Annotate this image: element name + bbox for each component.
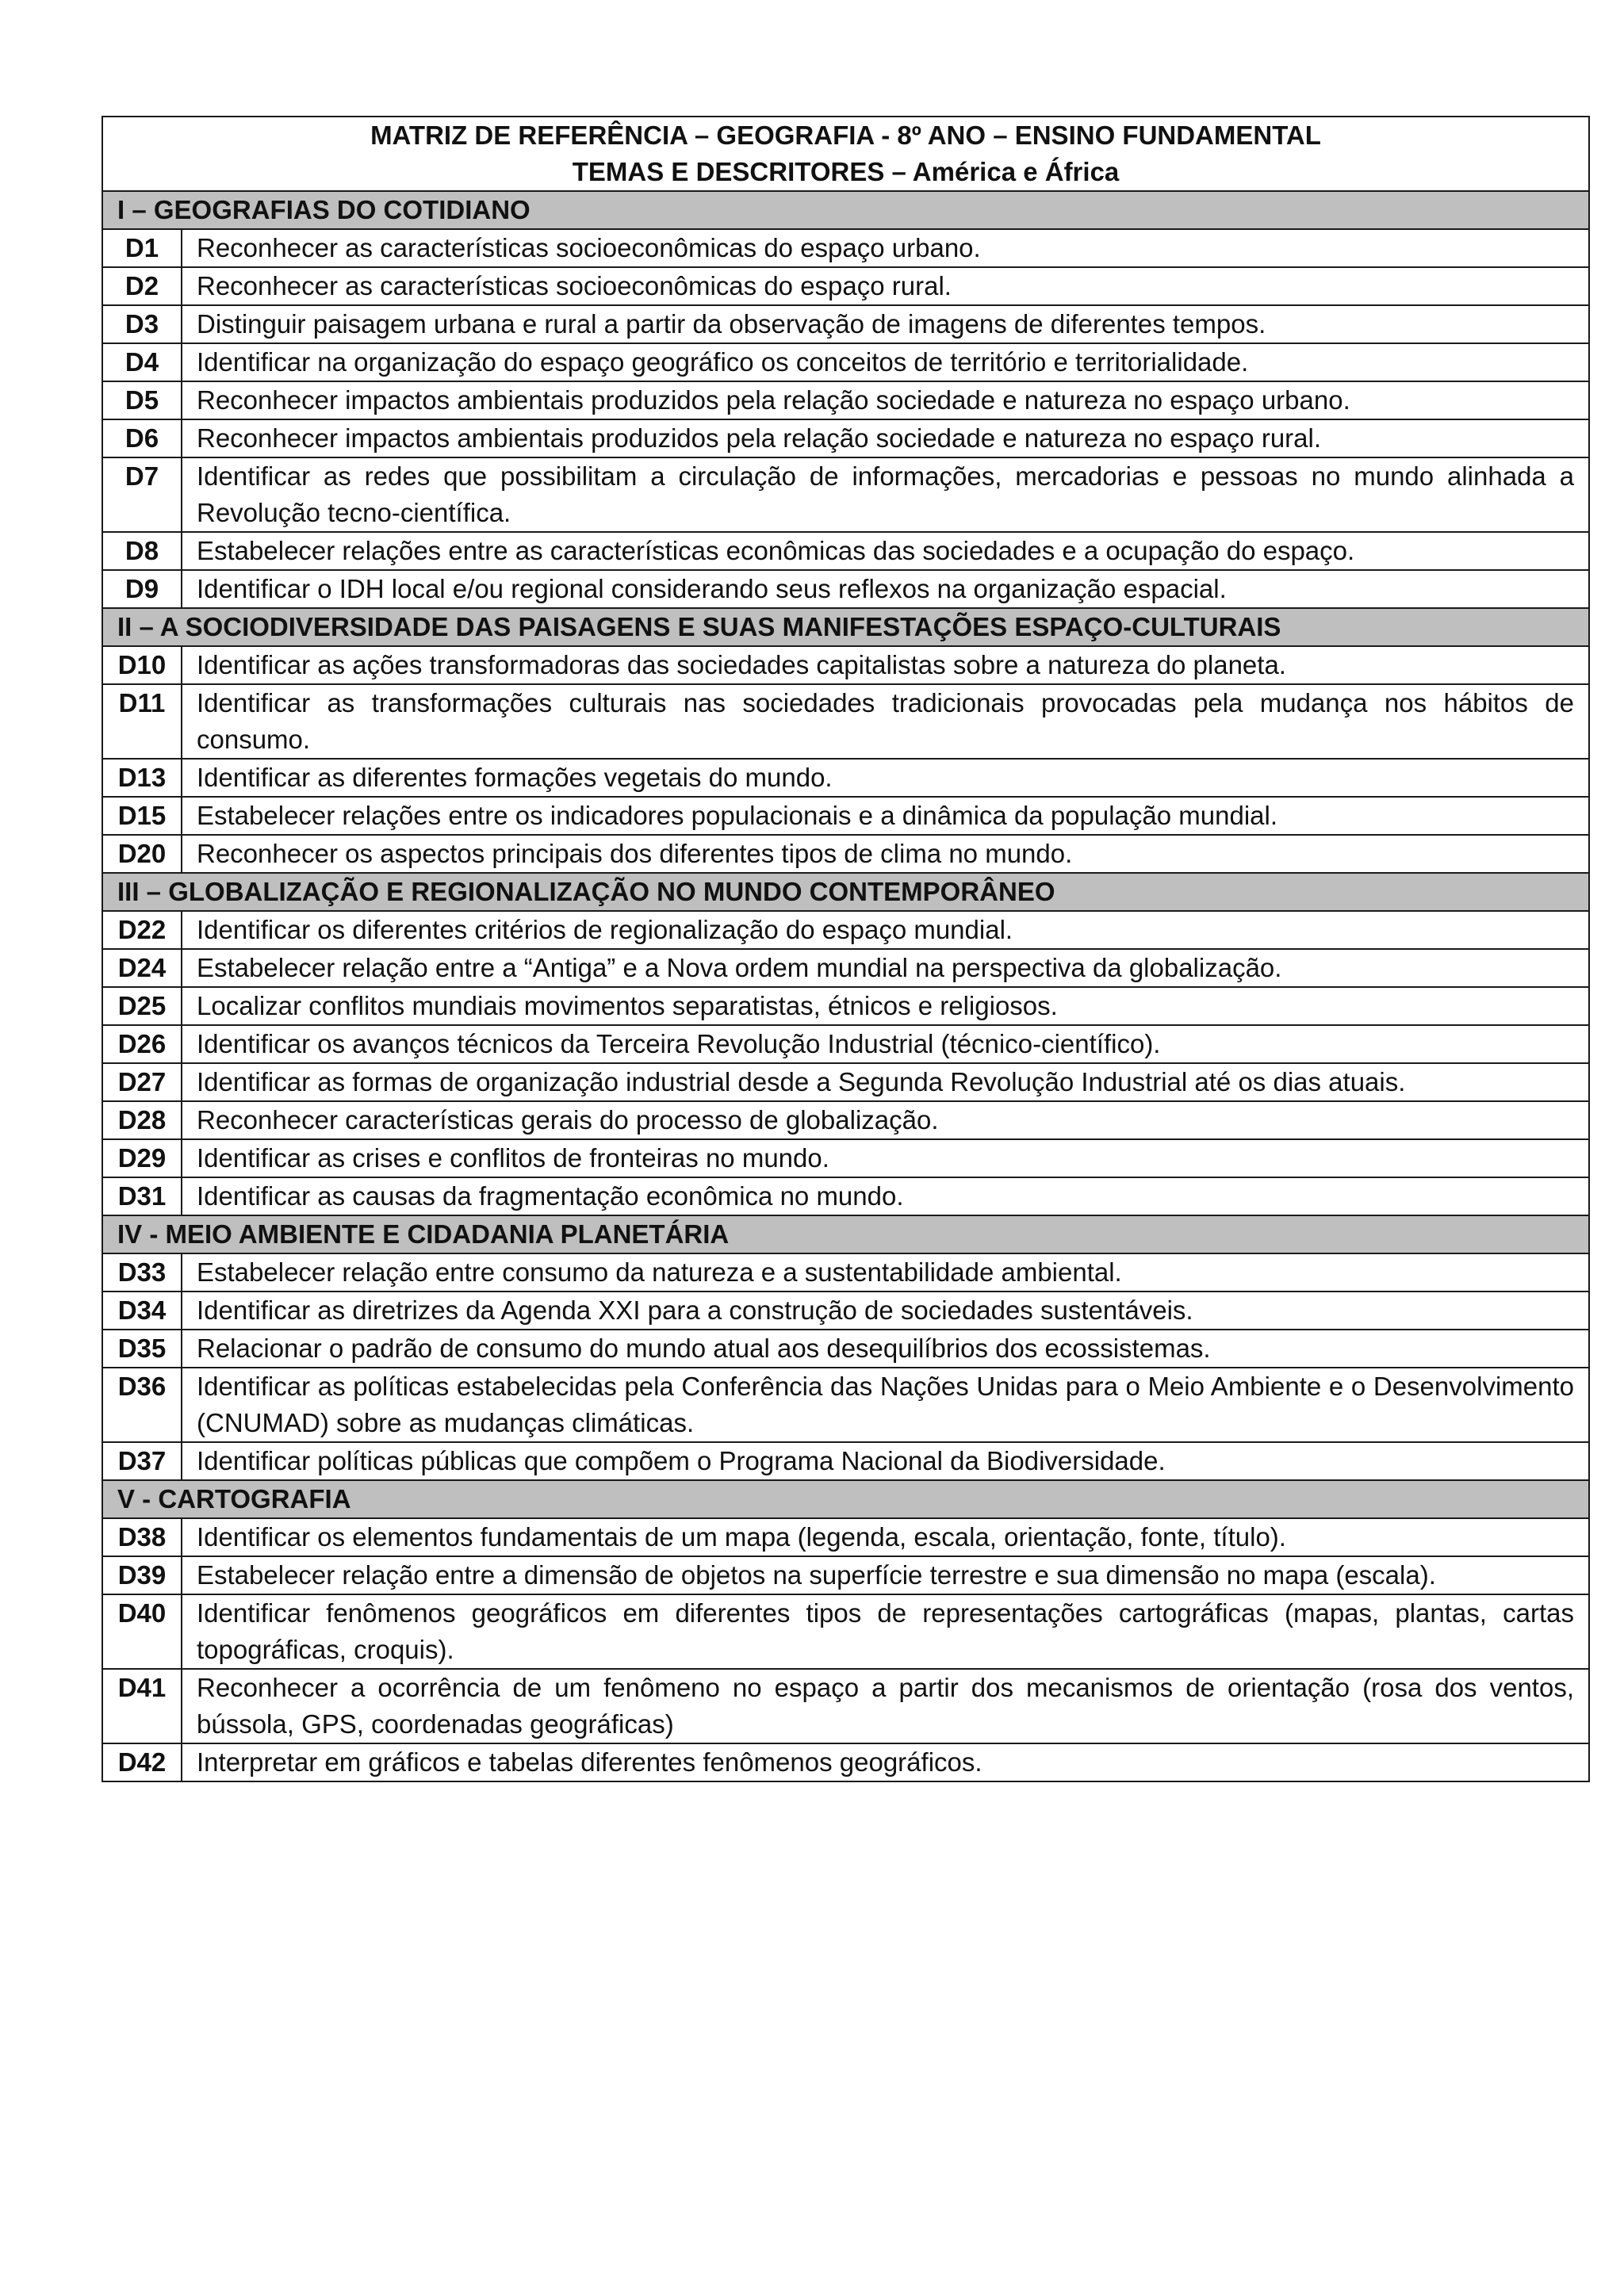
descriptor-text: Identificar as diretrizes da Agenda XXI para a construção de sociedades sustentáveis. [182,1292,1589,1330]
document-page [102,116,1590,1782]
descriptor-code: D13 [102,759,182,797]
descriptor-text: Identificar fenômenos geográficos em diferentes tipos de representações cartográficas (mapas, plantas, cartas topográficas, croquis). [182,1594,1589,1669]
descriptor-row [102,1518,1589,1556]
descriptor-code: D25 [102,987,182,1025]
descriptor-code: D33 [102,1253,182,1292]
descriptor-code: D42 [102,1743,182,1781]
section-heading: V - CARTOGRAFIA [102,1480,1589,1518]
title-line-2: TEMAS E DESCRITORES – América e África [572,157,1120,186]
descriptor-text: Estabelecer relações entre as características econômicas das sociedades e a ocupação do espaço. [182,532,1589,570]
descriptor-code: D7 [102,457,182,532]
descriptor-row [102,419,1589,457]
descriptor-row [102,1253,1589,1292]
descriptor-text: Distinguir paisagem urbana e rural a partir da observação de imagens de diferentes tempos. [182,305,1589,343]
table-title [102,117,1589,191]
descriptor-row [102,1442,1589,1480]
descriptor-row [102,987,1589,1025]
descriptor-row [102,1556,1589,1594]
descriptor-code: D15 [102,797,182,835]
section-header-row [102,1215,1589,1253]
descriptor-code: D8 [102,532,182,570]
section-heading: III – GLOBALIZAÇÃO E REGIONALIZAÇÃO NO MUNDO CONTEMPORÂNEO [102,873,1589,911]
section-header-row [102,608,1589,646]
descriptor-row [102,381,1589,419]
descriptor-code: D9 [102,570,182,608]
descriptor-text: Estabelecer relações entre os indicadores populacionais e a dinâmica da população mundial. [182,797,1589,835]
descriptor-text: Identificar as formas de organização industrial desde a Segunda Revolução Industrial até os dias atuais. [182,1063,1589,1101]
descriptor-row [102,532,1589,570]
descriptor-code: D41 [102,1669,182,1743]
descriptor-text: Identificar os diferentes critérios de regionalização do espaço mundial. [182,911,1589,949]
descriptor-text: Identificar as crises e conflitos de fronteiras no mundo. [182,1139,1589,1177]
descriptor-text: Identificar as redes que possibilitam a circulação de informações, mercadorias e pessoas no mundo alinhada a Revolução tecno-científica. [182,457,1589,532]
descriptor-code: D39 [102,1556,182,1594]
title-line-1: MATRIZ DE REFERÊNCIA – GEOGRAFIA - 8º ANO – ENSINO FUNDAMENTAL [370,121,1321,150]
descriptor-row [102,1177,1589,1215]
descriptor-code: D28 [102,1101,182,1139]
descriptor-row [102,1368,1589,1442]
descriptor-row [102,343,1589,381]
descriptor-row [102,1101,1589,1139]
descriptor-text: Reconhecer a ocorrência de um fenômeno no espaço a partir dos mecanismos de orientação (rosa dos ventos, bússola, GPS, coordenadas geográficas) [182,1669,1589,1743]
descriptor-text: Identificar políticas públicas que compõem o Programa Nacional da Biodiversidade. [182,1442,1589,1480]
descriptor-row [102,570,1589,608]
section-heading: IV - MEIO AMBIENTE E CIDADANIA PLANETÁRIA [102,1215,1589,1253]
descriptor-row [102,1669,1589,1743]
descriptor-code: D37 [102,1442,182,1480]
descriptor-row [102,835,1589,873]
descriptor-row [102,1594,1589,1669]
descriptor-text: Identificar os elementos fundamentais de um mapa (legenda, escala, orientação, fonte, título). [182,1518,1589,1556]
descriptor-code: D38 [102,1518,182,1556]
descriptor-row [102,267,1589,305]
descriptor-row [102,1330,1589,1368]
descriptor-text: Relacionar o padrão de consumo do mundo atual aos desequilíbrios dos ecossistemas. [182,1330,1589,1368]
section-header-row [102,191,1589,229]
descriptor-row [102,1063,1589,1101]
descriptor-text: Localizar conflitos mundiais movimentos separatistas, étnicos e religiosos. [182,987,1589,1025]
descriptor-text: Interpretar em gráficos e tabelas diferentes fenômenos geográficos. [182,1743,1589,1781]
matrix-body [102,117,1589,1781]
section-heading: II – A SOCIODIVERSIDADE DAS PAISAGENS E SUAS MANIFESTAÇÕES ESPAÇO-CULTURAIS [102,608,1589,646]
descriptor-text: Reconhecer características gerais do processo de globalização. [182,1101,1589,1139]
descriptor-code: D36 [102,1368,182,1442]
descriptor-code: D6 [102,419,182,457]
descriptor-text: Identificar as causas da fragmentação econômica no mundo. [182,1177,1589,1215]
descriptor-code: D27 [102,1063,182,1101]
descriptor-code: D5 [102,381,182,419]
title-row [102,117,1589,191]
descriptor-row [102,797,1589,835]
descriptor-row [102,646,1589,684]
descriptor-code: D22 [102,911,182,949]
descriptor-text: Identificar as transformações culturais nas sociedades tradicionais provocadas pela mudança nos hábitos de consumo. [182,684,1589,759]
descriptor-text: Reconhecer os aspectos principais dos diferentes tipos de clima no mundo. [182,835,1589,873]
descriptor-row [102,457,1589,532]
descriptor-code: D1 [102,229,182,267]
descriptor-row [102,1025,1589,1063]
descriptor-code: D35 [102,1330,182,1368]
descriptor-text: Identificar as políticas estabelecidas pela Conferência das Nações Unidas para o Meio Ambiente e o Desenvolvimento (CNUMAD) sobre as mudanças climáticas. [182,1368,1589,1442]
descriptor-text: Estabelecer relação entre consumo da natureza e a sustentabilidade ambiental. [182,1253,1589,1292]
descriptor-row [102,229,1589,267]
descriptor-text: Identificar as diferentes formações vegetais do mundo. [182,759,1589,797]
descriptor-row [102,305,1589,343]
descriptor-text: Estabelecer relação entre a dimensão de objetos na superfície terrestre e sua dimensão no mapa (escala). [182,1556,1589,1594]
descriptor-row [102,759,1589,797]
descriptor-code: D10 [102,646,182,684]
reference-matrix-table [102,116,1590,1782]
descriptor-text: Identificar o IDH local e/ou regional considerando seus reflexos na organização espacial. [182,570,1589,608]
descriptor-text: Reconhecer impactos ambientais produzidos pela relação sociedade e natureza no espaço urbano. [182,381,1589,419]
descriptor-row [102,911,1589,949]
descriptor-row [102,684,1589,759]
descriptor-code: D4 [102,343,182,381]
descriptor-code: D2 [102,267,182,305]
descriptor-row [102,1139,1589,1177]
descriptor-text: Identificar na organização do espaço geográfico os conceitos de território e territorialidade. [182,343,1589,381]
descriptor-text: Estabelecer relação entre a “Antiga” e a Nova ordem mundial na perspectiva da globalização. [182,949,1589,987]
descriptor-code: D20 [102,835,182,873]
descriptor-text: Reconhecer as características socioeconômicas do espaço urbano. [182,229,1589,267]
descriptor-text: Identificar as ações transformadoras das sociedades capitalistas sobre a natureza do planeta. [182,646,1589,684]
descriptor-text: Identificar os avanços técnicos da Terceira Revolução Industrial (técnico-científico). [182,1025,1589,1063]
descriptor-code: D11 [102,684,182,759]
section-heading: I – GEOGRAFIAS DO COTIDIANO [102,191,1589,229]
section-header-row [102,873,1589,911]
descriptor-code: D3 [102,305,182,343]
descriptor-code: D31 [102,1177,182,1215]
descriptor-code: D34 [102,1292,182,1330]
section-header-row [102,1480,1589,1518]
descriptor-text: Reconhecer impactos ambientais produzidos pela relação sociedade e natureza no espaço rural. [182,419,1589,457]
descriptor-row [102,1292,1589,1330]
descriptor-code: D24 [102,949,182,987]
descriptor-row [102,1743,1589,1781]
descriptor-row [102,949,1589,987]
descriptor-code: D26 [102,1025,182,1063]
descriptor-code: D40 [102,1594,182,1669]
descriptor-text: Reconhecer as características socioeconômicas do espaço rural. [182,267,1589,305]
descriptor-code: D29 [102,1139,182,1177]
